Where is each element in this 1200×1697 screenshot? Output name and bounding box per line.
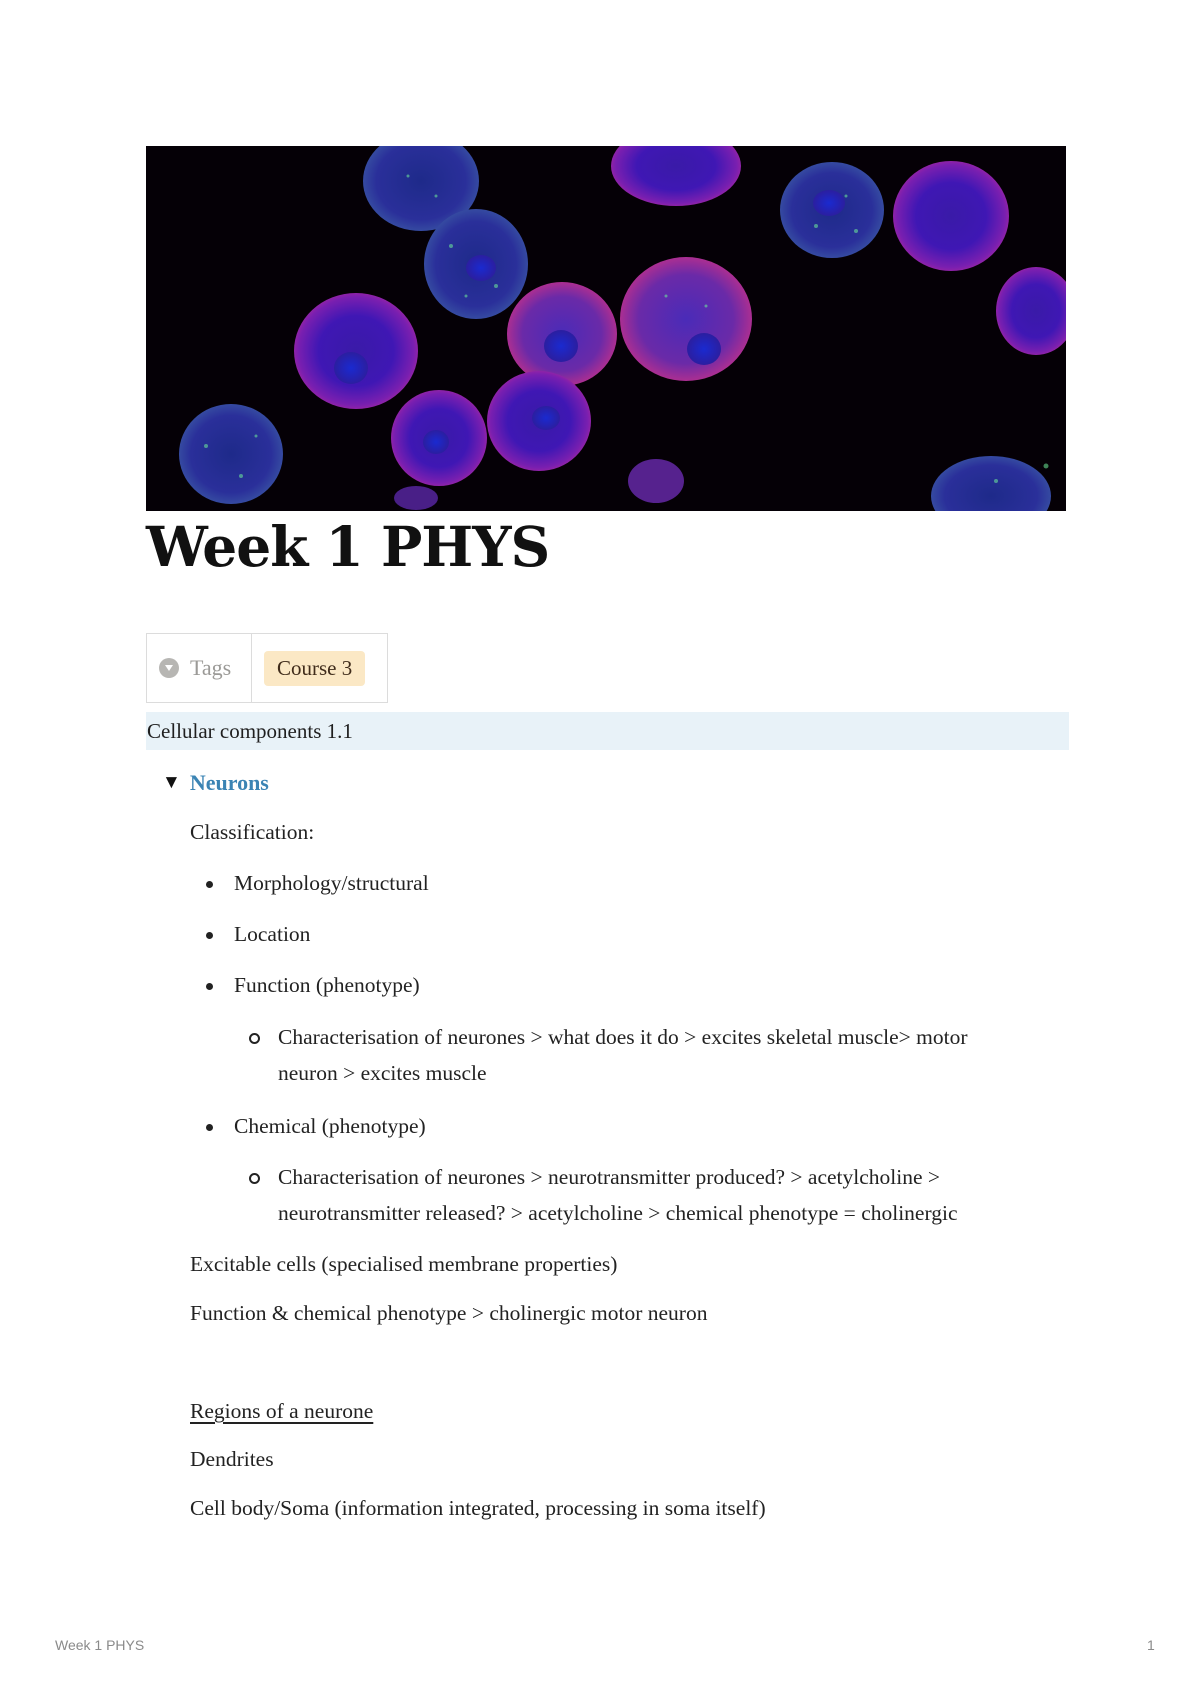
paragraph: Dendrites [190,1447,274,1471]
hollow-bullet-icon [249,1173,260,1184]
bullet-icon [206,881,213,888]
bullet-icon [206,1124,213,1131]
page-number: 1 [1147,1637,1155,1653]
sub-list-item-line: neuron > excites muscle [278,1061,487,1085]
list-item: Morphology/structural [234,871,429,895]
toggle-neurons[interactable] [162,770,269,796]
list-item: Location [234,922,311,946]
triangle-down-icon[interactable]: ▼ [162,772,181,793]
classification-label: Classification: [190,820,315,844]
tags-property-key [147,634,252,702]
properties-table [146,633,388,703]
toggle-label: Neurons [189,770,269,795]
cover-image [146,146,1066,511]
paragraph: Cell body/Soma (information integrated, processing in soma itself) [190,1496,766,1520]
tags-label: Tags [190,655,232,680]
bullet-icon [206,983,213,990]
section-heading: Regions of a neurone [190,1399,374,1423]
list-item: Function (phenotype) [234,973,420,997]
sub-list-item-line: neurotransmitter released? > acetylcholine > chemical phenotype = cholinergic [278,1201,958,1225]
hollow-bullet-icon [249,1033,260,1044]
section-callout: Cellular components 1.1 [146,712,1069,750]
sub-list-item-line: Characterisation of neurones > what does it do > excites skeletal muscle> motor [278,1025,968,1049]
tag-icon [159,658,179,678]
tag-pill[interactable]: Course 3 [264,651,365,686]
tags-property-value[interactable] [252,634,387,702]
paragraph: Excitable cells (specialised membrane properties) [190,1252,618,1276]
paragraph: Function & chemical phenotype > cholinergic motor neuron [190,1301,708,1325]
footer-title: Week 1 PHYS [55,1637,145,1653]
list-item: Chemical (phenotype) [234,1114,426,1138]
bullet-icon [206,932,213,939]
sub-list-item-line: Characterisation of neurones > neurotransmitter produced? > acetylcholine > [278,1165,941,1189]
page-title: Week 1 PHYS [146,514,550,579]
